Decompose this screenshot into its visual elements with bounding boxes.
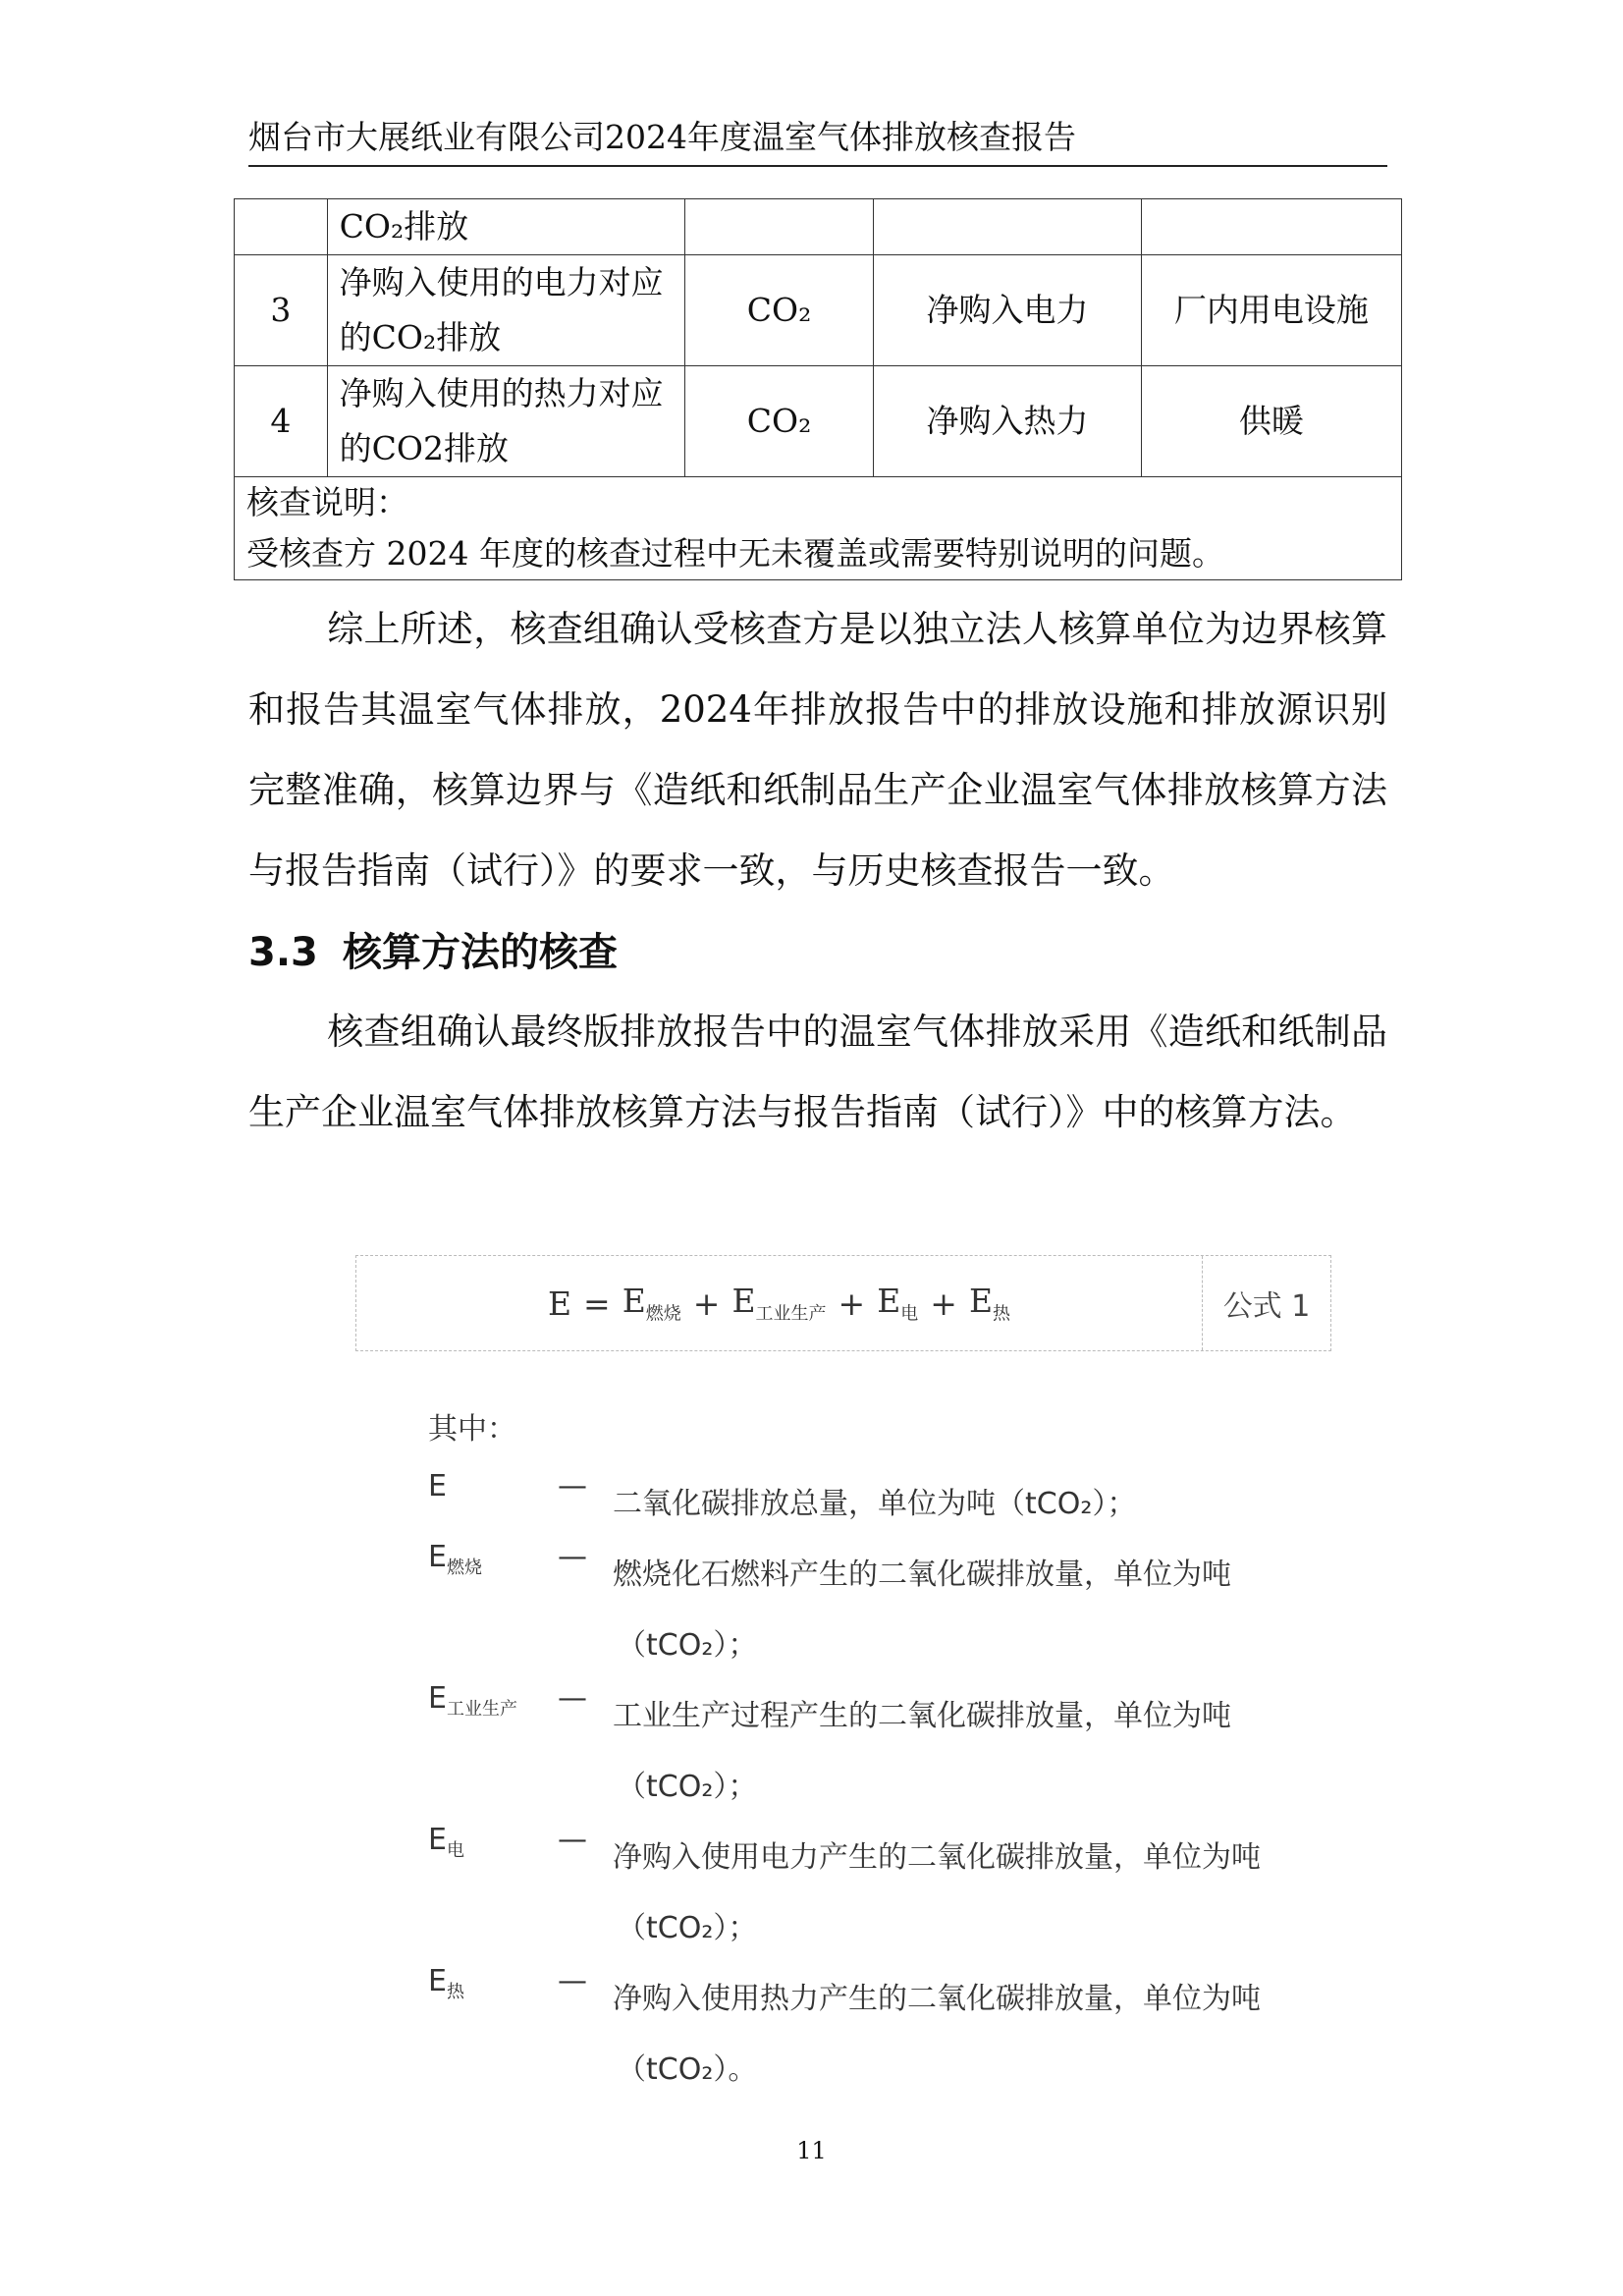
- definition-text: 工业生产过程产生的二氧化碳排放量，单位为吨 （tCO₂）；: [613, 1699, 1231, 1804]
- formula-plus: +: [838, 1284, 866, 1323]
- table-cell-gas: CO₂: [684, 366, 873, 477]
- definition-item: [428, 1681, 1320, 1823]
- definition-text: 净购入使用热力产生的二氧化碳排放量，单位为吨 （tCO₂）。: [613, 1982, 1261, 2087]
- definition-text: 二氧化碳排放总量，单位为吨（tCO₂）；: [613, 1487, 1137, 1521]
- section-number: 3.3: [248, 930, 318, 975]
- table-cell-desc: [327, 366, 684, 477]
- formula-equals: =: [583, 1284, 611, 1323]
- definition-dash: —: [558, 1964, 587, 1998]
- table-cell-facility: [1141, 199, 1401, 255]
- definition-item: [428, 1469, 1320, 1540]
- verification-note: [235, 477, 1402, 580]
- table-cell-gas: [684, 199, 873, 255]
- page-header: 烟台市大展纸业有限公司2024年度温室气体排放核查报告: [248, 116, 1387, 167]
- note-label: 核查说明：: [246, 483, 408, 521]
- table-cell-source: 净购入电力: [874, 255, 1142, 366]
- formula-plus: +: [692, 1284, 721, 1323]
- desc-line: 的CO₂排放: [339, 318, 502, 356]
- section-heading: [248, 921, 618, 977]
- table-row-note: [235, 477, 1402, 580]
- definition-symbol: $E_{工业生产}$: [428, 1681, 517, 1720]
- definition-item: [428, 1823, 1320, 1964]
- desc-line: 的CO2排放: [339, 429, 509, 467]
- definition-symbol: $E_{燃烧}$: [428, 1540, 482, 1578]
- table-cell-facility: 供暖: [1141, 366, 1401, 477]
- table-cell-gas: CO₂: [684, 255, 873, 366]
- emission-source-table: [234, 198, 1402, 580]
- table-cell-source: [874, 199, 1142, 255]
- table-cell-no: 3: [235, 255, 328, 366]
- method-paragraph: [248, 992, 1387, 1153]
- formula-lhs: E: [547, 1284, 572, 1323]
- table-row: [235, 366, 1402, 477]
- definition-text: 燃烧化石燃料产生的二氧化碳排放量，单位为吨 （tCO₂）；: [613, 1558, 1231, 1663]
- formula-label: 公式 1: [1202, 1256, 1330, 1350]
- desc-line: 净购入使用的电力对应: [339, 263, 664, 301]
- table-cell-no: 4: [235, 366, 328, 477]
- method-text: 核查组确认最终版排放报告中的温室气体排放采用《造纸和纸制品生产企业温室气体排放核算方法与报告指南（试行）》中的核算方法。: [248, 1011, 1387, 1133]
- definition-item: [428, 1964, 1320, 2105]
- page-number: 11: [796, 2137, 827, 2164]
- table-row: [235, 255, 1402, 366]
- summary-paragraph: [248, 589, 1387, 911]
- note-text: 受核查方 2024 年度的核查过程中无未覆盖或需要特别说明的问题。: [246, 534, 1224, 573]
- definition-text: 净购入使用电力产生的二氧化碳排放量，单位为吨 （tCO₂）；: [613, 1840, 1261, 1945]
- definition-dash: —: [558, 1469, 587, 1503]
- definition-dash: —: [558, 1540, 587, 1574]
- formula-term: $E_电$: [877, 1281, 919, 1325]
- definitions-intro: 其中：: [428, 1412, 516, 1447]
- formula-box: [355, 1255, 1331, 1351]
- table-cell-facility: 厂内用电设施: [1141, 255, 1401, 366]
- definition-symbol: $E_电$: [428, 1823, 464, 1861]
- desc-line: 净购入使用的热力对应: [339, 374, 664, 412]
- formula-term: $E_{工业生产}$: [731, 1281, 827, 1325]
- table-row: [235, 199, 1402, 255]
- table-cell-desc: [327, 255, 684, 366]
- table-cell-desc: CO₂排放: [327, 199, 684, 255]
- definition-dash: —: [558, 1823, 587, 1857]
- definition-symbol: E: [428, 1469, 447, 1503]
- formula-expression: [356, 1256, 1202, 1350]
- definition-symbol: $E_热$: [428, 1964, 464, 2002]
- section-title: 核算方法的核查: [343, 930, 618, 975]
- formula-plus: +: [930, 1284, 957, 1323]
- table-cell-source: 净购入热力: [874, 366, 1142, 477]
- definition-dash: —: [558, 1681, 587, 1716]
- formula-term: $E_热$: [968, 1281, 1011, 1325]
- formula-term: $E_{燃烧}$: [622, 1281, 681, 1325]
- definitions-list: [428, 1404, 1320, 2105]
- summary-text: 综上所述，核查组确认受核查方是以独立法人核算单位为边界核算和报告其温室气体排放，2024年排放报告中的排放设施和排放源识别完整准确，核算边界与《造纸和纸制品生产企业温室气体排放核算方法与报告指南（试行）》的要求一致，与历史核查报告一致。: [248, 608, 1387, 892]
- table-cell-no: [235, 199, 328, 255]
- definition-item: [428, 1540, 1320, 1681]
